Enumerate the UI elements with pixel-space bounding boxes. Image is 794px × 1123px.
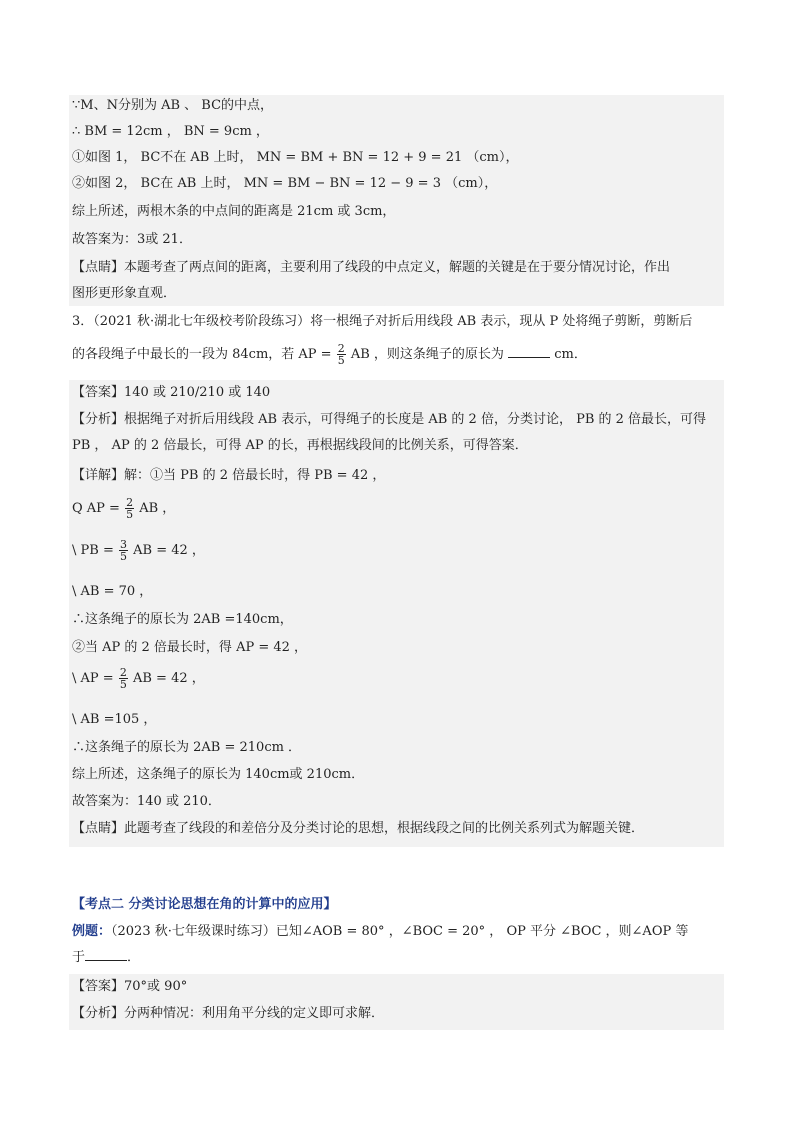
math-text: AB = 42 ， (132, 671, 205, 686)
answer-line: 【答案】140 或 210/210 或 140 (72, 385, 271, 400)
example-text: 于 (72, 950, 86, 965)
question-text: cm． (554, 347, 587, 362)
fraction-numerator: 2 (126, 496, 134, 509)
answer-line: 【答案】70°或 90° (72, 979, 188, 994)
detail-line: 【详解】解：①当 PB 的 2 倍最长时，得 PB = 42 ， (72, 468, 386, 483)
question-3-line-1: 3．（2021 秋·湖北七年级校考阶段练习）将一根绳子对折后用线段 AB 表示，现从 P 处将绳子剪断，剪断后 (72, 314, 693, 329)
comment-line: 图形更形象直观． (72, 286, 177, 301)
detail-line: 故答案为：140 或 210． (72, 794, 221, 809)
fraction-numerator: 2 (337, 342, 345, 355)
detail-line (72, 538, 205, 564)
section-heading: 【考点二 分类讨论思想在角的计算中的应用】 (72, 897, 337, 912)
detail-line: \ AB = 70 ， (72, 584, 153, 599)
fraction-denominator: 5 (119, 678, 127, 691)
example-text: （2023 秋·七年级课时练习）已知∠AOB = 80° ，∠BOC = 20° ， OP 平分 ∠BOC ，则∠AOP 等 (111, 924, 689, 939)
analysis-line: PB ， AP 的 2 倍最长，可得 AP 的长，再根据线段间的比例关系，可得答案． (72, 438, 528, 453)
detail-line (72, 496, 175, 522)
fraction (125, 497, 134, 520)
detail-line: \ AB =105 ， (72, 712, 157, 727)
question-3-line-2 (72, 342, 587, 368)
detail-line: 综上所述，这条绳子的原长为 140cm或 210cm． (72, 767, 365, 782)
detail-line: ∴这条绳子的原长为 2AB =140cm， (72, 612, 293, 627)
math-text: \ AP = (72, 671, 114, 686)
fraction (119, 667, 128, 690)
example-line-1 (72, 922, 688, 942)
text-line: 综上所述，两根木条的中点间的距离是 21cm 或 3cm， (72, 204, 396, 219)
math-text: AB ， (139, 501, 176, 516)
fraction-denominator: 5 (126, 508, 134, 521)
fraction-denominator: 5 (337, 354, 345, 367)
text-line: ②如图 2， BC在 AB 上时， MN = BM − BN = 12 − 9 = 3 （cm）， (72, 176, 498, 191)
math-text: AB = 42 ， (133, 543, 205, 558)
answer-blank[interactable] (508, 345, 550, 358)
fraction-denominator: 5 (119, 550, 127, 563)
question-text: AB ，则这条绳子的原长为 (350, 347, 504, 362)
fraction-numerator: 2 (119, 666, 127, 679)
text-line: ∴ BM = 12cm ， BN = 9cm ， (72, 124, 269, 139)
example-text: ． (127, 950, 141, 965)
text-line: ∵M、N分别为 AB 、 BC的中点， (72, 98, 274, 113)
detail-line: ∴这条绳子的原长为 2AB = 210cm ． (72, 740, 302, 755)
math-text: \ PB = (72, 543, 114, 558)
fraction (119, 539, 128, 562)
example-line-2 (72, 948, 140, 968)
comment-line: 【点睛】此题考查了线段的和差倍分及分类讨论的思想，根据线段之间的比例关系列式为解题关键． (72, 821, 645, 836)
text-line: 故答案为：3或 21． (72, 232, 192, 247)
text-line: ①如图 1， BC不在 AB 上时， MN = BM + BN = 12 + 9 = 21 （cm）， (72, 150, 519, 165)
fraction (337, 343, 346, 366)
math-text: Q AP = (72, 501, 120, 516)
question-text: 的各段绳子中最长的一段为 84cm，若 AP = (72, 347, 332, 362)
fraction-numerator: 3 (119, 538, 127, 551)
example-label: 例题： (72, 924, 112, 939)
analysis-line: 【分析】根据绳子对折后用线段 AB 表示，可得绳子的长度是 AB 的 2 倍，分类讨论， PB 的 2 倍最长，可得 (72, 412, 707, 427)
detail-line (72, 666, 205, 692)
comment-line: 【点睛】本题考查了两点间的距离，主要利用了线段的中点定义，解题的关键是在于要分情况讨论，作出 (72, 260, 671, 275)
detail-line: ②当 AP 的 2 倍最长时，得 AP = 42 ， (72, 640, 308, 655)
answer-blank[interactable] (85, 948, 127, 961)
analysis-line: 【分析】分两种情况：利用角平分线的定义即可求解． (72, 1006, 385, 1021)
